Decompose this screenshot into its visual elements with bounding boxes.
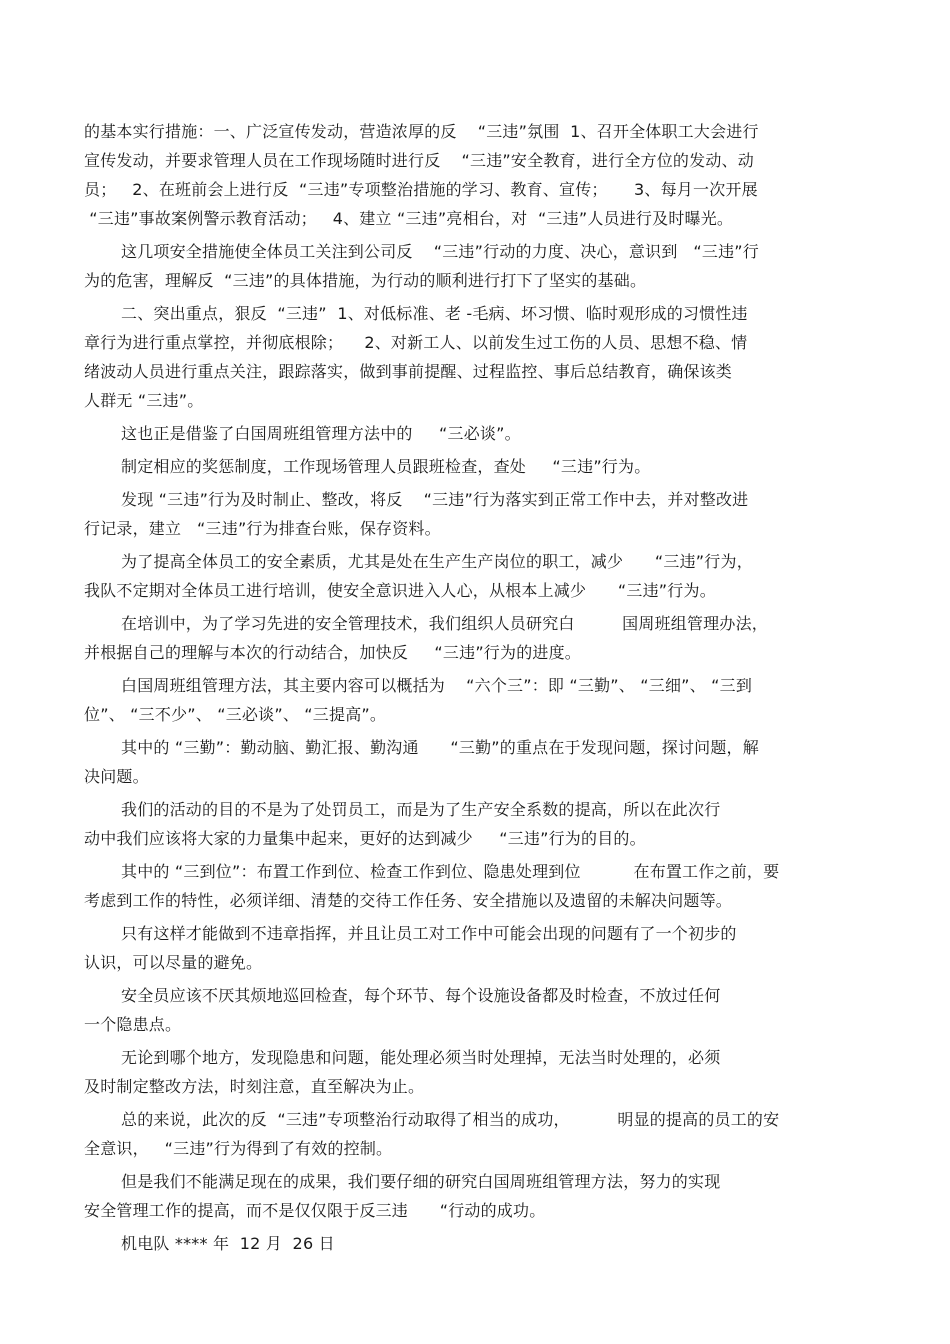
text-line: 这几项安全措施使全体员工关注到公司反 “三违”行动的力度、决心，意识到 “三违”行 bbox=[121, 242, 759, 261]
text-line: 位”、 “三不少”、 “三必谈”、 “三提高”。 bbox=[84, 705, 387, 724]
text-line: 员； 2、在班前会上进行反 “三违”专项整治措施的学习、教育、宣传； 3、每月一次开展 bbox=[84, 180, 758, 199]
paragraph bbox=[84, 547, 864, 605]
paragraph bbox=[84, 857, 864, 915]
text-line: 宣传发动，并要求管理人员在工作现场随时进行反 “三违”安全教育，进行全方位的发动、动 bbox=[84, 151, 754, 170]
text-line: 二、突出重点，狠反 “三违” 1、对低标准、老 -毛病、坏习惯、临时观形成的习惯性违 bbox=[121, 304, 748, 323]
text-line: “三违”事故案例警示教育活动； 4、建立 “三违”亮相台，对 “三违”人员进行及时曝光。 bbox=[84, 209, 734, 228]
text-line: 绪波动人员进行重点关注，跟踪落实，做到事前提醒、过程监控、事后总结教育，确保该类 bbox=[84, 362, 733, 381]
paragraph bbox=[84, 671, 864, 729]
paragraph bbox=[84, 795, 864, 853]
text-line: 我们的活动的目的不是为了处罚员工，而是为了生产安全系数的提高，所以在此次行 bbox=[121, 800, 721, 819]
paragraph bbox=[84, 237, 864, 295]
text-line: 人群无 “三违”。 bbox=[84, 391, 204, 410]
paragraph bbox=[84, 117, 864, 233]
text-line: 为的危害，理解反 “三违”的具体措施，为行动的顺利进行打下了坚实的基础。 bbox=[84, 271, 647, 290]
paragraph bbox=[84, 485, 864, 543]
paragraph bbox=[84, 609, 864, 667]
paragraph bbox=[84, 419, 864, 448]
text-line: 及时制定整改方法，时刻注意，直至解决为止。 bbox=[84, 1077, 425, 1096]
text-line: 但是我们不能满足现在的成果，我们要仔细的研究白国周班组管理方法，努力的实现 bbox=[121, 1172, 721, 1191]
text-line: 这也正是借鉴了白国周班组管理方法中的 “三必谈”。 bbox=[121, 424, 521, 443]
text-line: 一个隐患点。 bbox=[84, 1015, 182, 1034]
paragraph bbox=[84, 1167, 864, 1225]
text-line: 决问题。 bbox=[84, 767, 149, 786]
text-line: 行记录，建立 “三违”行为排查台账，保存资料。 bbox=[84, 519, 441, 538]
text-line: 全意识， “三违”行为得到了有效的控制。 bbox=[84, 1139, 393, 1158]
text-line: 安全管理工作的提高，而不是仅仅限于反三违 “行动的成功。 bbox=[84, 1201, 546, 1220]
text-line: 制定相应的奖惩制度，工作现场管理人员跟班检查，查处 “三违”行为。 bbox=[121, 457, 651, 476]
text-line: 动中我们应该将大家的力量集中起来，更好的达到减少 “三违”行为的目的。 bbox=[84, 829, 646, 848]
text-line: 认识，可以尽量的避免。 bbox=[84, 953, 263, 972]
paragraph bbox=[84, 1043, 864, 1101]
paragraph bbox=[84, 919, 864, 977]
document-body bbox=[84, 117, 864, 1262]
text-line: 安全员应该不厌其烦地巡回检查，每个环节、每个设施设备都及时检查，不放过任何 bbox=[121, 986, 721, 1005]
paragraph bbox=[84, 981, 864, 1039]
text-line: 的基本实行措施：一、广泛宣传发动，营造浓厚的反 “三违”氛围 1、召开全体职工大会进行 bbox=[84, 122, 759, 141]
text-line: 无论到哪个地方，发现隐患和问题，能处理必须当时处理掉，无法当时处理的，必须 bbox=[121, 1048, 721, 1067]
text-line: 总的来说，此次的反 “三违”专项整治行动取得了相当的成功， 明显的提高的员工的安 bbox=[121, 1110, 780, 1129]
text-line: 只有这样才能做到不违章指挥，并且让员工对工作中可能会出现的问题有了一个初步的 bbox=[121, 924, 737, 943]
text-line: 我队不定期对全体员工进行培训，使安全意识进入人心，从根本上减少 “三违”行为。 bbox=[84, 581, 716, 600]
text-line: 并根据自己的理解与本次的行动结合，加快反 “三违”行为的进度。 bbox=[84, 643, 582, 662]
text-line: 机电队 **** 年 12 月 26 日 bbox=[121, 1234, 335, 1253]
paragraph bbox=[84, 299, 864, 415]
paragraph bbox=[84, 1105, 864, 1163]
paragraph bbox=[84, 733, 864, 791]
text-line: 考虑到工作的特性，必须详细、清楚的交待工作任务、安全措施以及遗留的未解决问题等。 bbox=[84, 891, 733, 910]
text-line: 白国周班组管理方法，其主要内容可以概括为 “六个三”：即 “三勤”、 “三细”、 “三到 bbox=[121, 676, 753, 695]
text-line: 其中的 “三勤”：勤动脑、勤汇报、勤沟通 “三勤”的重点在于发现问题，探讨问题，解 bbox=[121, 738, 759, 757]
text-line: 其中的 “三到位”：布置工作到位、检查工作到位、隐患处理到位 在布置工作之前，要 bbox=[121, 862, 780, 881]
paragraph bbox=[84, 452, 864, 481]
text-line: 章行为进行重点掌控，并彻底根除； 2、对新工人、以前发生过工伤的人员、思想不稳、情 bbox=[84, 333, 748, 352]
text-line: 在培训中，为了学习先进的安全管理技术，我们组织人员研究白 国周班组管理办法， bbox=[121, 614, 768, 633]
text-line: 为了提高全体员工的安全素质，尤其是处在生产生产岗位的职工，减少 “三违”行为， bbox=[121, 552, 753, 571]
text-line: 发现 “三违”行为及时制止、整改，将反 “三违”行为落实到正常工作中去，并对整改进 bbox=[121, 490, 749, 509]
paragraph bbox=[84, 1229, 864, 1258]
